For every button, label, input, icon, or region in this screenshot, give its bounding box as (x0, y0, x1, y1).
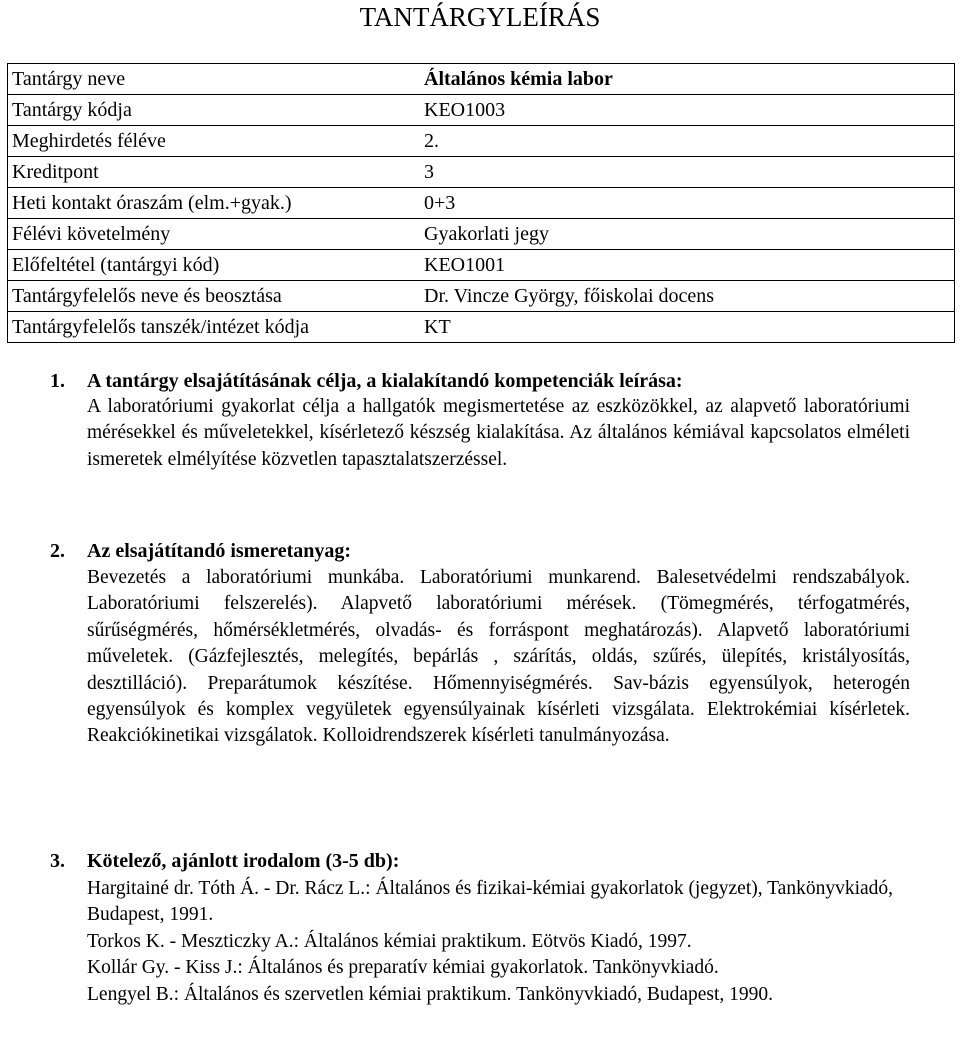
info-label: Meghirdetés féléve (12, 130, 166, 152)
info-label: Tantárgy neve (12, 68, 126, 90)
info-label: Tantárgyfelelős neve és beosztása (12, 285, 282, 307)
reference-item: Hargitainé dr. Tóth Á. - Dr. Rácz L.: Általános és fizikai-kémiai gyakorlatok (jegyzet), Tankönyvkiadó, Budapest, 1991. (87, 878, 894, 926)
page-title: TANTÁRGYLEÍRÁS (359, 2, 601, 32)
info-label: Tantárgyfelelős tanszék/intézet kódja (12, 316, 310, 338)
info-row-prerequisite (8, 250, 954, 281)
info-label: Félévi követelmény (12, 223, 171, 245)
info-value: 0+3 (424, 192, 456, 214)
info-value: KT (424, 316, 451, 338)
section-title: Az elsajátítandó ismeretanyag: (87, 540, 352, 562)
info-value: 2. (424, 130, 439, 152)
section-1-body: A laboratóriumi gyakorlat célja a hallgatók megismertetése az eszközökkel, az alapvető laboratóriumi mérésekkel és műveletekkel, kísérletező készség kialakítása. Az általános kémiával kapcsolatos elméleti ismeretek elmélyítése közvetlen tapasztalatszerzéssel. (87, 396, 910, 470)
info-row-department (8, 312, 954, 343)
section-number: 3. (50, 850, 65, 872)
info-row-name (8, 64, 954, 95)
section-title: Kötelező, ajánlott irodalom (3-5 db): (87, 850, 400, 872)
section-title: A tantárgy elsajátításának célja, a kialakítandó kompetenciák leírása: (87, 370, 683, 392)
info-value: 3 (424, 161, 434, 183)
section-2-body: Bevezetés a laboratóriumi munkába. Laboratóriumi munkarend. Balesetvédelmi rendszabályok. Laboratóriumi felszerelés). Alapvető laboratóriumi mérések. (Tömegmérés, térfogatmérés, sűrűségmérés, hőmérsékletmérés, olvadás- és forráspont meghatározás). Alapvető laboratóriumi műveletek. (Gázfejlesztés, melegítés, bepárlás , szárítás, oldás, szűrés, ülepítés, kristályosítás, desztilláció). Preparátumok készítése. Hőmennyiségmérés. Sav-bázis egyensúlyok, heterogén egyensúlyok és komplex vegyületek egyensúlyainak kísérleti vizsgálata. Elektrokémiai kísérletek. Reakciókinetikai vizsgálatok. Kolloidrendszerek kísérleti tanulmányozása. (87, 567, 910, 747)
info-value: Gyakorlati jegy (424, 223, 549, 245)
info-row-responsible (8, 281, 954, 312)
section-number: 1. (50, 370, 65, 392)
section-number: 2. (50, 540, 65, 562)
info-value: Általános kémia labor (424, 68, 613, 90)
info-value: KEO1003 (424, 99, 506, 121)
reference-item: Kollár Gy. - Kiss J.: Általános és preparatív kémiai gyakorlatok. Tankönyvkiadó. (87, 957, 719, 979)
course-info-table (7, 63, 955, 343)
info-label: Tantárgy kódja (12, 99, 132, 121)
info-label: Előfeltétel (tantárgyi kód) (12, 254, 220, 276)
info-row-requirement (8, 219, 954, 250)
info-value: Dr. Vincze György, főiskolai docens (424, 285, 715, 307)
reference-item: Torkos K. - Meszticzky A.: Általános kémiai praktikum. Eötvös Kiadó, 1997. (87, 930, 692, 952)
info-label: Kreditpont (12, 161, 99, 183)
reference-list (87, 876, 957, 1008)
info-row-code (8, 95, 954, 126)
info-row-hours (8, 188, 954, 219)
info-row-semester (8, 126, 954, 157)
info-row-credits (8, 157, 954, 188)
info-value: KEO1001 (424, 254, 506, 276)
info-label: Heti kontakt óraszám (elm.+gyak.) (12, 192, 292, 214)
reference-item: Lengyel B.: Általános és szervetlen kémiai praktikum. Tankönyvkiadó, Budapest, 1990. (87, 983, 774, 1005)
